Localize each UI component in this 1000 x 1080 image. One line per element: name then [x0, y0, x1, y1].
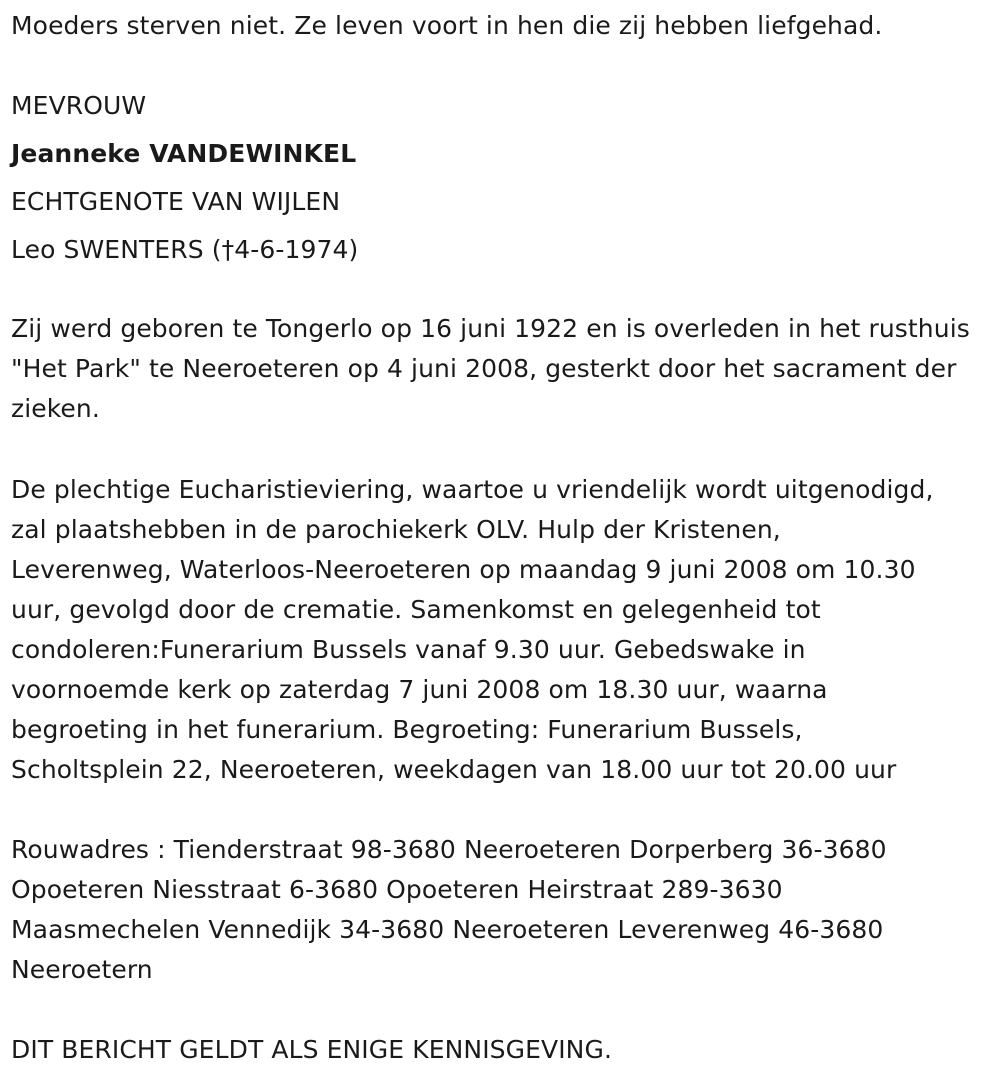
closing-statement: DIT BERICHT GELDT ALS ENIGE KENNISGEVING. [11, 1035, 612, 1064]
ceremony-line: condoleren:Funerarium Bussels vanaf 9.30 uur. Gebedswake in [11, 635, 806, 664]
ceremony-line: zal plaatshebben in de parochiekerk OLV. Hulp der Kristenen, [11, 515, 781, 544]
spouse: Leo SWENTERS (†4-6-1974) [11, 235, 359, 264]
address-line: Rouwadres : Tienderstraat 98-3680 Neeroeteren Dorperberg 36-3680 [11, 835, 887, 864]
ceremony-line: Scholtsplein 22, Neeroeteren, weekdagen van 18.00 uur tot 20.00 uur [11, 755, 897, 784]
ceremony-line: Leverenweg, Waterloos-Neeroeteren op maandag 9 juni 2008 om 10.30 [11, 555, 916, 584]
address-line: Neeroetern [11, 955, 153, 984]
address-line: Maasmechelen Vennedijk 34-3680 Neeroeteren Leverenweg 46-3680 [11, 915, 884, 944]
ceremony-line: voornoemde kerk op zaterdag 7 juni 2008 om 18.30 uur, waarna [11, 675, 828, 704]
title-prefix: MEVROUW [11, 91, 147, 120]
motto: Moeders sterven niet. Ze leven voort in hen die zij hebben liefgehad. [11, 11, 883, 40]
deceased-name: Jeanneke VANDEWINKEL [11, 139, 357, 168]
ceremony-line: uur, gevolgd door de crematie. Samenkomst en gelegenheid tot [11, 595, 821, 624]
ceremony-line: De plechtige Eucharistieviering, waartoe u vriendelijk wordt uitgenodigd, [11, 475, 934, 504]
ceremony-line: begroeting in het funerarium. Begroeting: Funerarium Bussels, [11, 715, 803, 744]
birth-death-paragraph: Zij werd geboren te Tongerlo op 16 juni 1922 en is overleden in het rusthuis "Het Park" te Neeroeteren op 4 juni 2008, gesterkt door het sacrament der zieken. [11, 314, 970, 423]
relation: ECHTGENOTE VAN WIJLEN [11, 187, 341, 216]
address-line: Opoeteren Niesstraat 6-3680 Opoeteren Heirstraat 289-3630 [11, 875, 783, 904]
